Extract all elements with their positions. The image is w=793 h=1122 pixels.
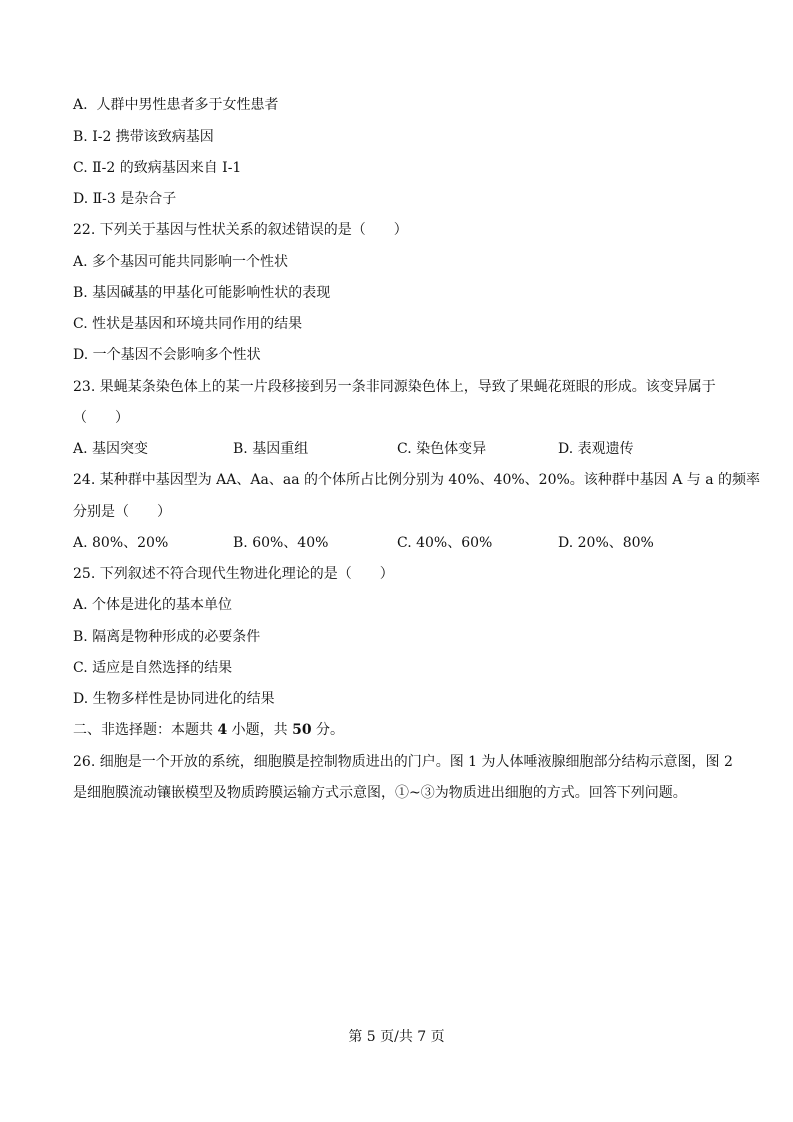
q25-option-d: D. 生物多样性是协同进化的结果 bbox=[73, 691, 275, 707]
q24-option-a: A. 80%、20% bbox=[73, 535, 169, 551]
q25-stem: 25. 下列叙述不符合现代生物进化理论的是（ ） bbox=[73, 566, 394, 582]
q25-option-b: B. 隔离是物种形成的必要条件 bbox=[73, 629, 261, 645]
page-footer: 第 5 页/共 7 页 bbox=[348, 1029, 445, 1045]
q22-stem: 22. 下列关于基因与性状关系的叙述错误的是（ ） bbox=[73, 222, 408, 238]
q21-option-d: D. Ⅱ-3 是杂合子 bbox=[73, 191, 177, 207]
q22-option-b: B. 基因碱基的甲基化可能影响性状的表现 bbox=[73, 285, 331, 301]
q23-stem: 23. 果蝇某条染色体上的某一片段移接到另一条非同源染色体上，导致了果蝇花斑眼的形成。该变异属于 bbox=[73, 379, 716, 395]
section2-score: 50 bbox=[292, 722, 312, 738]
section2-count: 4 bbox=[217, 722, 228, 738]
section2-heading bbox=[73, 721, 344, 739]
q23-option-c: C. 染色体变异 bbox=[397, 441, 487, 457]
q23-option-d: D. 表观遗传 bbox=[558, 441, 634, 457]
q22-option-c: C. 性状是基因和环境共同作用的结果 bbox=[73, 316, 303, 332]
section2-suffix: 分。 bbox=[311, 722, 345, 738]
q22-option-d: D. 一个基因不会影响多个性状 bbox=[73, 347, 261, 363]
q26-line1: 26. 细胞是一个开放的系统，细胞膜是控制物质进出的门户。图 1 为人体唾液腺细胞部分结构示意图，图 2 bbox=[73, 754, 733, 770]
q25-option-c: C. 适应是自然选择的结果 bbox=[73, 660, 233, 676]
q21-option-b: B. I-2 携带该致病基因 bbox=[73, 129, 214, 145]
q24-stem-cont: 分别是（ ） bbox=[73, 504, 171, 520]
q25-option-a: A. 个体是进化的基本单位 bbox=[73, 597, 233, 613]
q23-option-b: B. 基因重组 bbox=[233, 441, 309, 457]
q22-option-a: A. 多个基因可能共同影响一个性状 bbox=[73, 254, 289, 270]
q24-stem: 24. 某种群中基因型为 AA、Aa、aa 的个体所占比例分别为 40%、40%、20%。该种群中基因 A 与 a 的频率 bbox=[73, 472, 761, 488]
section2-prefix: 二、非选择题：本题共 bbox=[73, 722, 218, 738]
q24-option-c: C. 40%、60% bbox=[397, 535, 493, 551]
q23-stem-cont: （ ） bbox=[73, 410, 129, 426]
q24-option-b: B. 60%、40% bbox=[233, 535, 329, 551]
q23-option-a: A. 基因突变 bbox=[73, 441, 149, 457]
q21-option-a: A. 人群中男性患者多于女性患者 bbox=[73, 97, 279, 113]
q26-line2: 是细胞膜流动镶嵌模型及物质跨膜运输方式示意图，①~③为物质进出细胞的方式。回答下列问题。 bbox=[73, 785, 687, 801]
section2-mid: 小题，共 bbox=[227, 722, 293, 738]
q24-option-d: D. 20%、80% bbox=[558, 535, 654, 551]
q21-option-c: C. Ⅱ-2 的致病基因来自 I-1 bbox=[73, 160, 242, 176]
